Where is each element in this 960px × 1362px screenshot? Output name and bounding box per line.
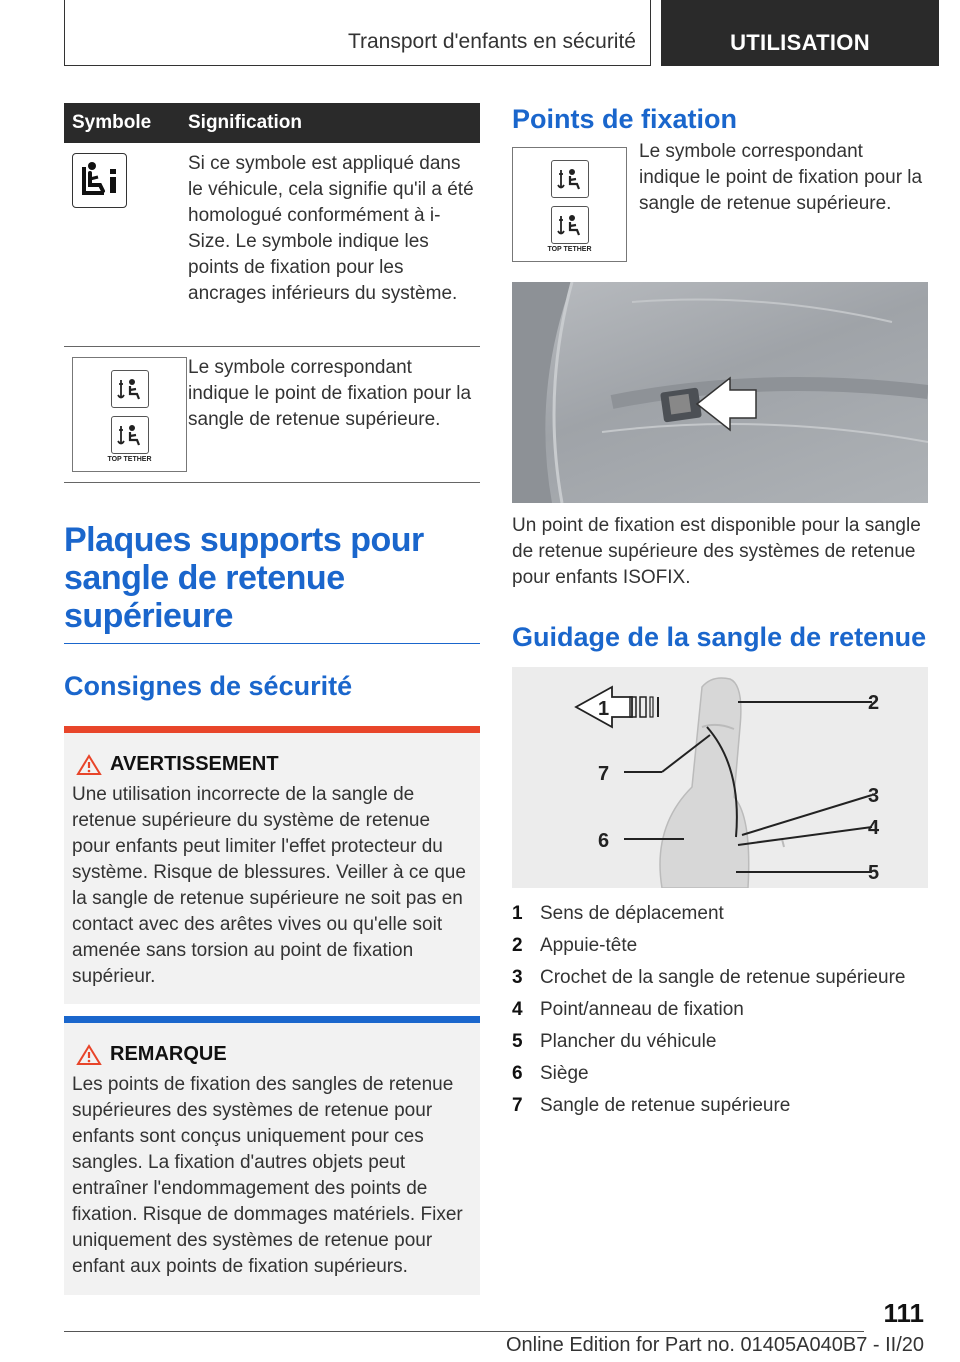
top-tether-label: TOP TETHER	[547, 246, 592, 253]
top-tether-label: TOP TETHER	[107, 456, 152, 463]
top-tether-icon	[512, 147, 627, 262]
section-heading: Plaques supports pour sangle de retenue supérieure	[64, 521, 480, 644]
top-tether-icon	[72, 357, 187, 472]
warning-text: Une utilisation incorrecte de la sangle de retenue supérieure du système de retenue pour enfants peut limiter l'effet protecteur du système. Risque de blessures. Veiller à ce que la sangle de retenue supérieure ne soit pas en contact avec des arêtes vives ou qu'elle soit amenée sans torsion au point de fixation supérieur.	[72, 784, 466, 987]
callout-3: 3	[868, 785, 880, 807]
callout-1: 1	[598, 698, 610, 720]
legend-list	[512, 898, 928, 1122]
list-item: 4 Point/anneau de fixation	[512, 999, 744, 1020]
callout-7: 7	[598, 763, 610, 785]
points-heading: Points de fixation	[512, 104, 738, 134]
note-bar	[64, 1016, 480, 1023]
guidage-heading: Guidage de la sangle de retenue	[512, 622, 927, 652]
warning-triangle-icon	[76, 1044, 102, 1066]
warning-box	[64, 726, 480, 1004]
list-item: 5 Plancher du véhicule	[512, 1031, 717, 1052]
warning-bar	[64, 726, 480, 733]
callout-6: 6	[598, 830, 610, 852]
left-column	[64, 103, 480, 1295]
chapter-tab-label: UTILISATION	[730, 30, 870, 55]
section-title: Transport d'enfants en sécurité	[347, 30, 636, 53]
table-col-symbol: Symbole	[72, 112, 152, 133]
list-item: 6 Siège	[512, 1063, 589, 1084]
callout-2: 2	[868, 692, 880, 714]
table-col-meaning: Signification	[188, 112, 302, 133]
isize-child-seat-icon	[72, 153, 127, 208]
anchor-icon	[551, 160, 589, 198]
symbol-description: Le symbole correspondant indique le point de fixation pour la sangle de retenue supérieure.	[639, 141, 923, 214]
anchor-icon	[111, 416, 149, 454]
header-frame	[64, 0, 651, 66]
list-item: 1 Sens de déplacement	[512, 903, 724, 924]
list-item: 7 Sangle de retenue supérieure	[512, 1095, 791, 1116]
anchor-icon	[111, 370, 149, 408]
chapter-tab[interactable]	[661, 0, 939, 66]
note-box	[64, 1016, 480, 1295]
callout-4: 4	[868, 817, 880, 839]
note-label: REMARQUE	[110, 1043, 227, 1065]
subsection-heading: Consignes de sécurité	[64, 671, 353, 701]
note-text: Les points de fixation des sangles de retenue supérieures des systèmes de retenue pour enfants sont conçus uniquement pour ces sangles. La fixation d'autres objets peut entraîner l'endommagement des points de fixation. Risque de dommages matériels. Fixer uniquement des systèmes de retenue pour enfant aux points de fixation supérieurs.	[72, 1074, 463, 1277]
anchor-icon	[551, 206, 589, 244]
table-header	[64, 103, 480, 143]
list-item: 3 Crochet de la sangle de retenue supérieure	[512, 967, 906, 988]
strap-routing-diagram	[512, 667, 928, 888]
right-column	[512, 103, 928, 1122]
table-row	[64, 143, 480, 347]
anchor-point-photo	[512, 282, 928, 503]
page-number: 111	[883, 1298, 924, 1328]
table-cell-text: Si ce symbole est appliqué dans le véhicule, cela signifie qu'il a été homologué conformément à i-Size. Le symbole indique les points de fixation pour les ancrages inférieurs du système.	[188, 153, 474, 304]
warning-triangle-icon	[76, 754, 102, 776]
list-item: 2 Appuie-tête	[512, 935, 638, 956]
table-row	[64, 347, 480, 483]
table-cell-text: Le symbole correspondant indique le point de fixation pour la sangle de retenue supérieure.	[188, 357, 472, 430]
footer-divider	[64, 1331, 864, 1332]
warning-label: AVERTISSEMENT	[110, 753, 279, 775]
anchor-description: Un point de fixation est disponible pour la sangle de retenue supérieure des systèmes de retenue pour enfants ISOFIX.	[512, 515, 921, 588]
footer-edition: Online Edition for Part no. 01405A040B7 - II/20	[505, 1334, 924, 1356]
callout-5: 5	[868, 862, 880, 884]
